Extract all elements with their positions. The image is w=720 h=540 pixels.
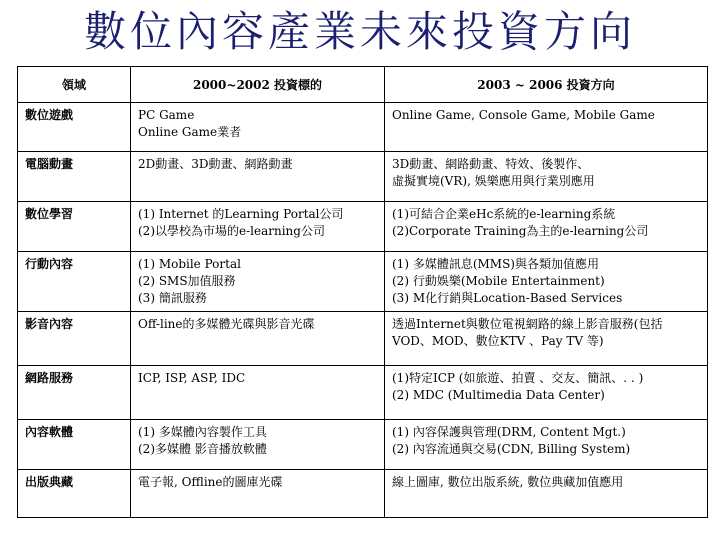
cell-line: (1)特定ICP (如旅遊、拍賣 、交友、簡訊、. . ) xyxy=(392,371,644,385)
cell-2003-2006 xyxy=(385,470,708,518)
cell-line: (2) 內容流通與交易(CDN, Billing System) xyxy=(392,442,631,456)
cell-2003-2006 xyxy=(385,152,708,202)
row-category: 內容軟體 xyxy=(18,420,131,470)
cell-line: (1) Mobile Portal xyxy=(138,257,241,271)
cell-2003-2006 xyxy=(385,202,708,252)
cell-line: (1)可結合企業eHc系統的e-learning系統 xyxy=(392,207,616,221)
investment-table xyxy=(17,66,708,518)
table-row xyxy=(18,103,708,152)
cell-line: Online Game業者 xyxy=(138,125,242,139)
table-row xyxy=(18,152,708,202)
row-category: 行動內容 xyxy=(18,252,131,312)
cell-line: (2) SMS加值服務 xyxy=(138,274,236,288)
table-row xyxy=(18,252,708,312)
cell-line: (1) 內容保護與管理(DRM, Content Mgt.) xyxy=(392,425,626,439)
cell-line: Off-line的多媒體光碟與影音光碟 xyxy=(138,317,315,331)
cell-2000-2002 xyxy=(131,366,385,420)
cell-2003-2006 xyxy=(385,252,708,312)
cell-line: 2D動畫、3D動畫、網路動畫 xyxy=(138,157,293,171)
cell-2000-2002 xyxy=(131,252,385,312)
cell-line: Online Game, Console Game, Mobile Game xyxy=(392,108,655,122)
cell-line: 3D動畫、網路動畫、特效、後製作、 xyxy=(392,157,590,171)
cell-2000-2002 xyxy=(131,103,385,152)
cell-2003-2006 xyxy=(385,420,708,470)
cell-line: (2) MDC (Multimedia Data Center) xyxy=(392,388,605,402)
cell-line: (1) 多媒體內容製作工具 xyxy=(138,425,267,439)
cell-line: (3) M化行銷與Location-Based Services xyxy=(392,291,623,305)
cell-2000-2002 xyxy=(131,202,385,252)
header-2000-2002: 2000~2002 投資標的 xyxy=(131,67,385,103)
cell-2000-2002 xyxy=(131,152,385,202)
table-row xyxy=(18,312,708,366)
page-title: 數位內容產業未來投資方向 xyxy=(83,7,636,56)
row-category: 數位學習 xyxy=(18,202,131,252)
table-header-row xyxy=(18,67,708,103)
cell-line: 線上圖庫, 數位出版系統, 數位典藏加值應用 xyxy=(392,475,624,489)
cell-line: (2) 行動娛樂(Mobile Entertainment) xyxy=(392,274,605,288)
table-row xyxy=(18,470,708,518)
cell-line: (2)多媒體 影音播放軟體 xyxy=(138,442,267,456)
cell-line: PC Game xyxy=(138,108,195,122)
cell-line: (2)以學校為市場的e-learning公司 xyxy=(138,224,325,238)
header-2003-2006: 2003 ~ 2006 投資方向 xyxy=(385,67,708,103)
header-domain: 領域 xyxy=(18,67,131,103)
cell-line: (3) 簡訊服務 xyxy=(138,291,207,305)
cell-2003-2006 xyxy=(385,366,708,420)
table-row xyxy=(18,202,708,252)
row-category: 數位遊戲 xyxy=(18,103,131,152)
cell-line: (2)Corporate Training為主的e-learning公司 xyxy=(392,224,649,238)
cell-line: VOD、MOD、數位KTV 、Pay TV 等) xyxy=(392,334,604,348)
cell-line: 電子報, Offline的圖庫光碟 xyxy=(138,475,283,489)
cell-2000-2002 xyxy=(131,312,385,366)
cell-line: (1) Internet 的Learning Portal公司 xyxy=(138,207,344,221)
cell-line: 虛擬實境(VR), 娛樂應用與行業別應用 xyxy=(392,174,595,188)
table-row xyxy=(18,420,708,470)
row-category: 網路服務 xyxy=(18,366,131,420)
table-row xyxy=(18,366,708,420)
cell-2000-2002 xyxy=(131,470,385,518)
row-category: 電腦動畫 xyxy=(18,152,131,202)
row-category: 影音內容 xyxy=(18,312,131,366)
cell-line: ICP, ISP, ASP, IDC xyxy=(138,371,246,385)
row-category: 出版典藏 xyxy=(18,470,131,518)
cell-2000-2002 xyxy=(131,420,385,470)
cell-2003-2006 xyxy=(385,312,708,366)
cell-line: 透過Internet與數位電視網路的線上影音服務(包括 xyxy=(392,317,663,331)
cell-2003-2006 xyxy=(385,103,708,152)
cell-line: (1) 多媒體訊息(MMS)與各類加值應用 xyxy=(392,257,599,271)
